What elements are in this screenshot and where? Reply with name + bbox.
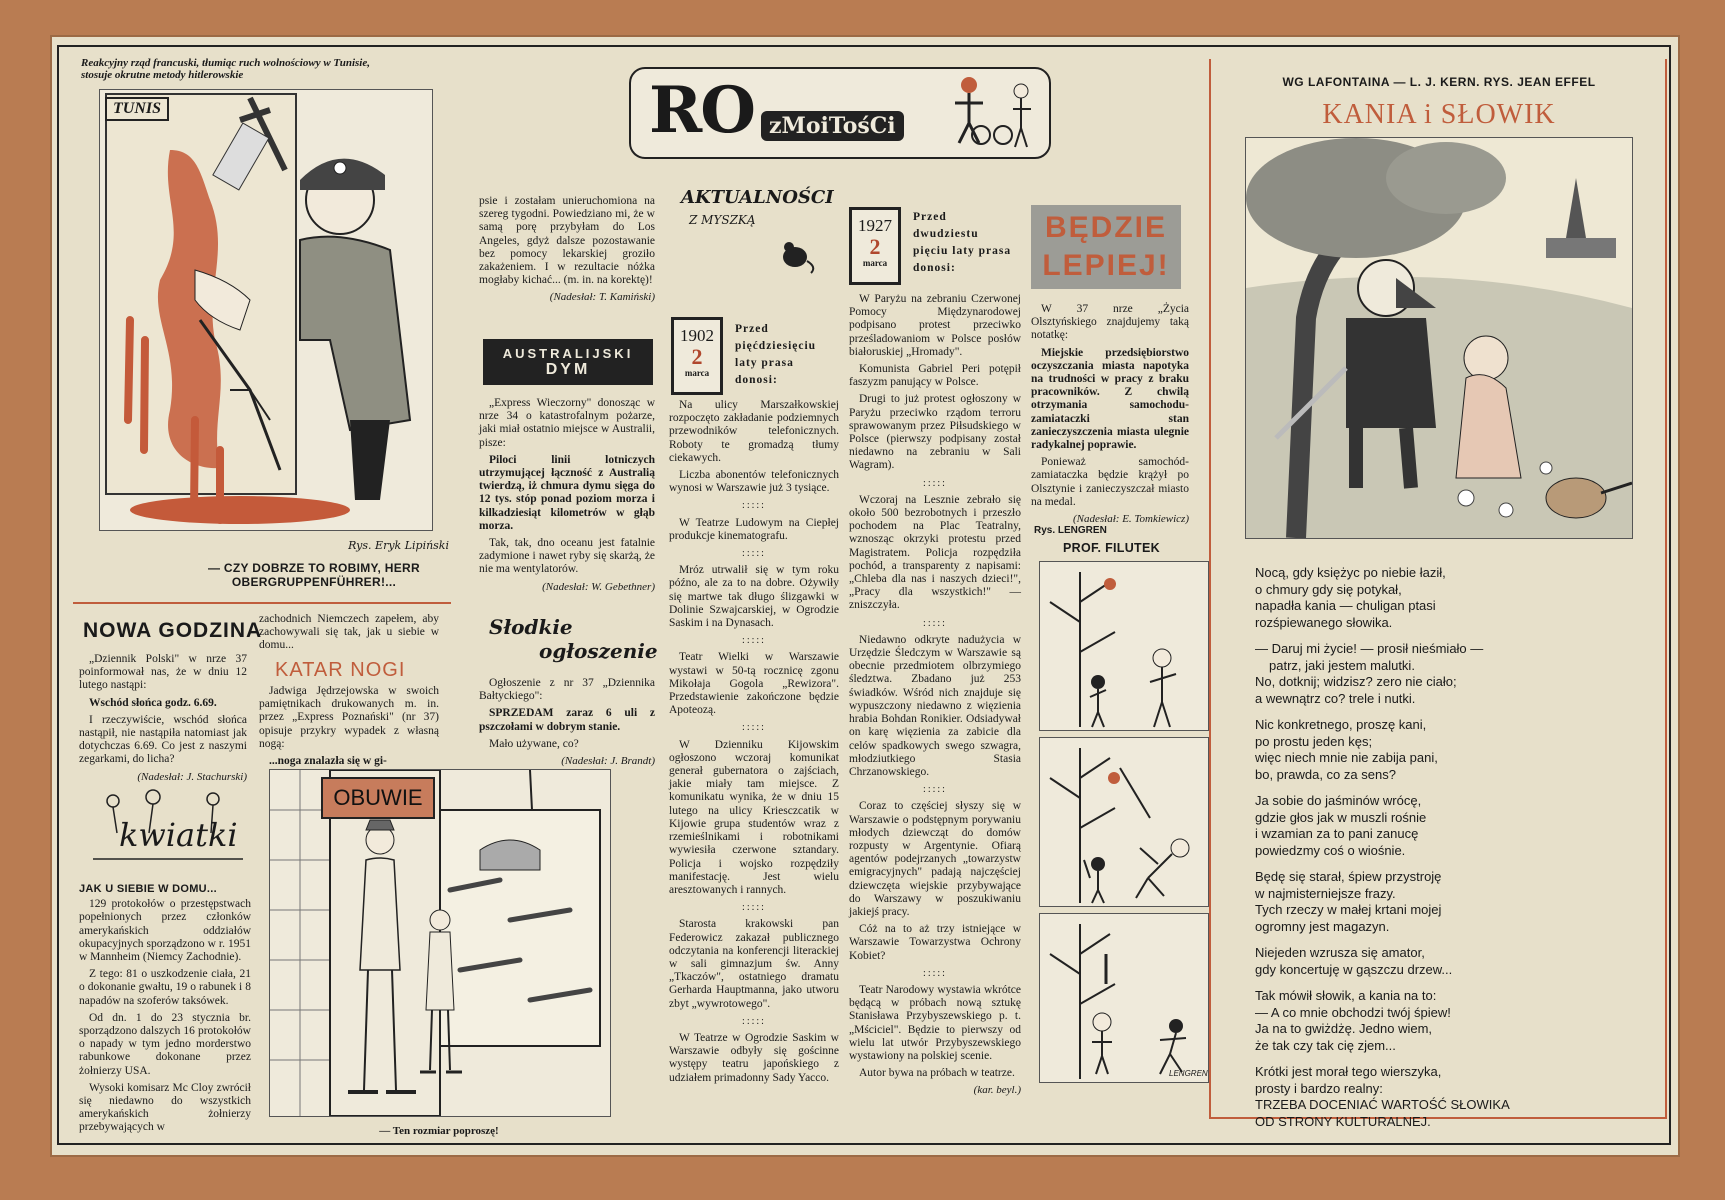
- poem-line: Ja sobie do jaśminów wrócę,: [1255, 793, 1422, 808]
- obuwie-cartoon-drawing: [270, 770, 610, 1116]
- p1927-3: Wczoraj na Lesznie zebrało się około 500 bezrobotnych i przeszło pochodem na Plac Teatralny, wznosząc okrzyki protestu przed Magistratem. Policja rozpędziła pochód, a transparenty z napisami: „Chleba dla nas i naszych dzieci!", „Pracy dla wszystkich!" — zniszczyła.: [849, 493, 1021, 612]
- date-1927-year: 1927: [858, 216, 892, 235]
- kania-title: KANIA i SŁOWIK: [1322, 99, 1556, 130]
- bedzie-signature: (Nadesłał: E. Tomkiewicz): [1073, 513, 1189, 526]
- poem-stanza: [1255, 1064, 1655, 1130]
- poem-line: o chmury gdy się potykał,: [1255, 581, 1402, 597]
- kania-rule-left: [1209, 59, 1211, 1119]
- col2-top-paragraph: psie i zostałam unieruchomiona na szereg tygodni. Powiedziano mi, że w samą porę przybyłam do Los Angeles, gdyż dalsze pozostawanie bez pomocy lekarskiej groziło zakażeniem. I w rezultacie nóżka mogłaby kichać... (m. in. na korektę)!: [479, 195, 655, 287]
- katar-text: Jadwiga Jędrzejowska w swoich pamiętnikach drukowanych m. in. przez „Express Poznański" (nr 37) opisuje przykry wypadek z własną nogą:: [259, 685, 439, 750]
- cartoon-caption: — CZY DOBRZE TO ROBIMY, HERR OBERGRUPPENFÜHRER!...: [208, 561, 420, 589]
- bedzie-title-1: BĘDZIE: [1044, 211, 1167, 244]
- slodkie-p3: Mało używane, co?: [489, 737, 579, 750]
- poem-stanza: [1255, 869, 1655, 935]
- australijski-signature: (Nadesłał: W. Gebethner): [542, 580, 655, 593]
- date-1927-intro: Przed dwudziestu pięciu laty prasa donosi:: [913, 211, 1012, 274]
- tunis-cartoon-drawing: [100, 90, 432, 530]
- nowa-godzina-signature: (Nadesłał: J. Stachurski): [137, 770, 247, 783]
- date-1902-year: 1902: [680, 326, 714, 345]
- poem-line: i wzamian za to pani zanucę: [1255, 826, 1419, 841]
- cartoon-credit: Rys. Eryk Lipiński: [348, 539, 449, 552]
- p1927-4: Niedawno odkryte nadużycia w Urzędzie Śledczym w Warszawie są obecnie przedmiotem olbrzymiego śledztwa. Zbadano już 253 świadków. Wśród nich znajduje się wypuszczony niedawno z więzienia hrabia Bohdan Ronikier. Odsiadywał on karę więzienia za zabicie dla celów spadkowych swego szwagra, młodziutkiego Stasia Chrzanowskiego.: [849, 633, 1021, 778]
- poem-line: a wewnątrz co? trele i nutki.: [1255, 690, 1416, 706]
- bedzie-p3: Ponieważ samochód-zamiataczka będzie krążył po Olsztynie i zanieczyszczał miasto na medal.: [1031, 456, 1189, 508]
- p1927-2: Drugi to już protest ogłoszony w Paryżu przeciwko rządom terroru sprawowanym przez Piłsudskiego w Polsce (pierwszy podpisany został niedawno na zebraniu w Sali Wagram).: [849, 393, 1021, 472]
- poem-line: w najmisterniejsze frazy.: [1255, 885, 1396, 901]
- kania-poem: [1255, 565, 1655, 1140]
- p1927-5: Coraz to częściej słyszy się w Warszawie o podstępnym porywaniu młodych dziewcząt do domów rozpusty w Argentynie. Ofiarą agentów podejrzanych „towarzystw emigracyjnych" padają najczęściej dziewczęta wiejskie przybywające do Warszawy w poszukiwaniu jakiejś pracy.: [849, 800, 1021, 918]
- katar-quote: ...noga znalazła się w gi-: [269, 755, 387, 768]
- separator: :::::: [742, 722, 766, 734]
- article-1902: [669, 399, 839, 1089]
- top-caption: Reakcyjny rząd francuski, tłumiąc ruch wolnościowy w Tunisie, stosuje okrutne metody hitlerowskie: [81, 57, 370, 81]
- bedzie-article: [1031, 303, 1189, 526]
- poem-line: Nocą, gdy księżyc po niebie łaził,: [1255, 565, 1446, 580]
- australijski-p3: Tak, tak, dno oceanu jest fatalnie zadymione i nawet ryby się skarżą, że nie ma wentylatorów.: [479, 537, 655, 576]
- kania-illustration-drawing: [1246, 138, 1632, 538]
- article-1927-signature: (kar. beyl.): [973, 1084, 1021, 1097]
- aktualnosci-title: AKTUALNOŚCI: [681, 187, 834, 208]
- p1902-3: Mróz utrwalił się w tym roku późno, ale za to na dobre. Ożywiły się martwe tak długo ślizgawki w Dolinie Szwajcarskiej, w Ogrodzie Saskim i na Dynasach.: [669, 564, 839, 630]
- poem-line: Niejeden wzrusza się amator,: [1255, 945, 1425, 960]
- page-frame: [57, 45, 1671, 1145]
- nowa-godzina-p1: „Dziennik Polski" w nrze 37 poinformował nas, że w dniu 12 lutego nastąpi:: [79, 653, 247, 692]
- p1927-0: W Paryżu na zebraniu Czerwonej Pomocy Międzynarodowej podpisano protest przeciwko prześladowaniom w Polsce posłów białoruskiej „Hromady".: [849, 293, 1021, 358]
- poem-line: Ja na to gwiżdżę. Jedno wiem,: [1255, 1021, 1433, 1036]
- slodkie-p2: SPRZEDAM zaraz 6 uli z pszczołami w dobrym stanie.: [479, 707, 655, 733]
- slodkie-p1: Ogłoszenie z nr 37 „Dziennika Bałtyckiego":: [479, 677, 655, 703]
- filutek-panel-2: [1039, 737, 1209, 907]
- obuwie-cartoon: [269, 769, 611, 1117]
- slodkie-title-2: ogłoszenie: [539, 639, 658, 663]
- filutek-title: PROF. FILUTEK: [1063, 541, 1160, 555]
- article-1927: [849, 293, 1021, 1098]
- masthead-ro: RO: [649, 73, 754, 148]
- slodkie-signature: (Nadesłał: J. Brandt): [561, 755, 655, 768]
- slodkie-article: [479, 677, 655, 768]
- poem-line: że tak czy tak cię zjem...: [1255, 1037, 1396, 1053]
- poem-line: powiedzmy coś o wiośnie.: [1255, 842, 1406, 858]
- bedzie-p1: W 37 nrze „Życia Olsztyńskiego znajdujemy taką notatkę:: [1031, 303, 1189, 342]
- obuwie-sign: OBUWIE: [321, 777, 435, 819]
- poem-line: OD STRONY KULTURALNEJ.: [1255, 1113, 1431, 1129]
- date-1902-intro: Przed pięćdziesięciu laty prasa donosi:: [735, 323, 817, 386]
- date-1927-day: 2: [869, 234, 881, 259]
- col2-top-text: [479, 195, 655, 305]
- date-box-1927: [849, 207, 901, 285]
- obuwie-caption: — Ten rozmiar poproszę!: [379, 1125, 499, 1137]
- masthead-figures-icon: [941, 73, 1041, 153]
- separator: :::::: [923, 784, 947, 796]
- kwiatki-title: JAK U SIEBIE W DOMU...: [79, 883, 217, 895]
- bedzie-p2: Miejskie przedsiębiorstwo oczyszczania miasta napotyka na trudności w pracy z braku pracowników. Z chwilą otrzymania samochodu-zamiataczki stan zanieczyszczenia miasta ulegnie radykalnej poprawie.: [1031, 346, 1189, 452]
- poem-line: po prostu jeden kęs;: [1255, 733, 1373, 749]
- p1902-1: Liczba abonentów telefonicznych wynosi w Warszawie już 3 tysiące.: [669, 469, 839, 495]
- newspaper-page: [50, 35, 1680, 1157]
- masthead-rest: zMoiTośCi: [761, 111, 904, 141]
- filutek-signature: LENGREN: [1169, 1069, 1208, 1078]
- poem-line: patrz, jaki jestem malutki.: [1269, 657, 1415, 673]
- poem-stanza: [1255, 988, 1655, 1054]
- nowa-godzina-article: [79, 653, 247, 784]
- separator: :::::: [742, 548, 766, 560]
- katar-title: KATAR NOGI: [275, 659, 406, 681]
- p1927-6: Cóż na to aż trzy istniejące w Warszawie Towarzystwa Ochrony Kobiet?: [849, 923, 1021, 962]
- aktualnosci-subtitle: Z MYSZKĄ: [689, 213, 756, 227]
- poem-line: — A co mnie obchodzi twój śpiew!: [1255, 1004, 1451, 1020]
- separator: :::::: [742, 1015, 766, 1027]
- poem-line: ogromny jest magazyn.: [1255, 918, 1390, 934]
- poem-line: więc niech mnie nie zabija pani,: [1255, 750, 1438, 765]
- bedzie-title-2: LEPIEJ!: [1042, 249, 1170, 282]
- separator: :::::: [923, 967, 947, 979]
- col2-top-signature: (Nadesłał: T. Kamiński): [549, 291, 655, 304]
- section-rule: [73, 602, 451, 604]
- tunis-cartoon: [99, 89, 433, 531]
- poem-stanza: [1255, 565, 1655, 631]
- kwiatki-p3: Od dn. 1 do 23 stycznia br. sporządzono dalszych 16 protokołów o napady w tym jedno morderstwo rabunkowe dokonane przez żołnierzy USA.: [79, 1011, 251, 1077]
- poem-line: No, dotknij; widzisz? zero nie ciało;: [1255, 674, 1457, 689]
- filutek-panel-1: [1039, 561, 1209, 731]
- mouse-icon: [777, 229, 817, 275]
- separator: :::::: [742, 500, 766, 512]
- p1902-6: Starosta krakowski pan Federowicz zakazał publicznego odczytania na konferencji literackiej w sali gimnazjum św. Anny „Tkaczów", ostatniego dramatu Gerharda Hauptmanna, jako utworu zbyt „wywrotowego".: [669, 918, 839, 1010]
- australijski-title-1: AUSTRALIJSKI: [502, 346, 634, 361]
- poem-line: Tych rzeczy w małej krtani mojej: [1255, 902, 1442, 917]
- poem-line: Będę się starał, śpiew przystroję: [1255, 869, 1442, 884]
- p1902-7: W Teatrze w Ogrodzie Saskim w Warszawie odbyły się gościnne występy teatru japońskiego z udziałem primadonny Sady Yacco.: [669, 1031, 839, 1084]
- kwiatki-p1: 129 protokołów o przestępstwach popełnionych przez członków amerykańskich oddziałów okupacyjnych sporządzono w r. 1951 w Mannheim (Niemcy Zachodnie).: [79, 898, 251, 964]
- australijski-title-box: [483, 339, 653, 385]
- p1927-8: Autor bywa na próbach w teatrze.: [859, 1067, 1015, 1080]
- p1927-1: Komunista Gabriel Peri potępił faszyzm panujący w Polsce.: [849, 363, 1021, 389]
- nowa-godzina-title: NOWA GODZINA: [83, 619, 263, 642]
- poem-line: bo, prawda, co za sens?: [1255, 766, 1396, 782]
- date-1927-month: marca: [862, 258, 888, 268]
- date-1902-day: 2: [691, 344, 703, 369]
- kwiatki-heading: [83, 787, 253, 867]
- katar-article: [259, 685, 439, 772]
- poem-stanza: [1255, 641, 1655, 707]
- nowa-godzina-p3: I rzeczywiście, wschód słońca nastąpił, nie nastąpiła natomiast jak dotychczas 6.69. Co jest z naszymi zegarkami, do licha?: [79, 713, 247, 766]
- poem-line: Tak mówił słowik, a kania na to:: [1255, 988, 1437, 1003]
- poem-line: gdzie głos jak w muszli rośnie: [1255, 809, 1427, 825]
- kwiatki-p2: Z tego: 81 o uszkodzenie ciała, 21 o dokonanie gwałtu, 19 o rabunek i 8 napadów na szoferów taksówek.: [79, 968, 251, 1007]
- date-1902-month: marca: [684, 368, 710, 378]
- col-b2-top: [259, 613, 439, 657]
- separator: :::::: [742, 635, 766, 647]
- p1902-0: Na ulicy Marszałkowskiej rozpoczęto zakładanie podziemnych przewodników telefonicznych. Roboty te gromadzą tłumy ciekawych.: [669, 399, 839, 464]
- filutek-panel-2-drawing: [1040, 738, 1208, 906]
- poem-line: napadła kania — chuligan ptasi: [1255, 598, 1436, 613]
- kania-illustration: [1245, 137, 1633, 539]
- slodkie-title-1: Słodkie: [489, 615, 573, 639]
- separator: :::::: [923, 477, 947, 489]
- australijski-p1: „Express Wieczorny" donosząc w nrze 34 o katastrofalnym pożarze, jaki miał ostatnio miejsce w Australii, pisze:: [479, 397, 655, 449]
- kania-rule-right: [1665, 59, 1667, 1119]
- nowa-godzina-p2: Wschód słońca godz. 6.69.: [89, 696, 217, 709]
- australijski-p2: Piloci linii lotniczych utrzymującej łączność z Australią twierdzą, iż chmura dymu sięga do 12 tys. stóp ponad poziom morza i kilkadziesiąt kilometrów w głąb morza.: [479, 453, 655, 532]
- date-box-1902: [671, 317, 723, 395]
- kania-credit: WG LAFONTAINA — L. J. KERN. RYS. JEAN EFFEL: [1282, 75, 1596, 89]
- poem-line: prosty i bardzo realny:: [1255, 1080, 1383, 1096]
- p1902-4: Teatr Wielki w Warszawie wystawi w 50-tą rocznicę zgonu Mikołaja Gogola „Rewizora". Przedstawienie zakończone będzie Apoteozą.: [669, 651, 839, 717]
- poem-stanza: [1255, 717, 1655, 783]
- bedzie-lepiej-title-box: [1031, 205, 1181, 289]
- poem-line: Krótki jest morał tego wierszyka,: [1255, 1064, 1442, 1079]
- kwiatki-article: [79, 883, 251, 1139]
- kwiatki-p4: Wysoki komisarz Mc Cloy zwrócił się niedawno do wszystkich amerykańskich żołnierzy przebywających w: [79, 1081, 251, 1134]
- filutek-panel-3: [1039, 913, 1209, 1083]
- tunis-label: TUNIS: [105, 97, 169, 121]
- poem-line: — Daruj mi życie! — prosił nieśmiało —: [1255, 641, 1484, 656]
- col-b2-top-text: zachodnich Niemczech zapełem, aby zachowywali się tak, jak u siebie w domu...: [259, 613, 439, 652]
- poem-line: rozśpiewanego słowika.: [1255, 614, 1393, 630]
- p1902-5: W Dzienniku Kijowskim ogłoszono wczoraj komunikat generał gubernatora o zajściach, jakie miały tam miejsce. Z komunikatu wynika, że w dniu 15 lutego na ulicy Kriesczcatik w Kijowie grupa studentów wraz z rzemieślnikami i robotnikami wywiesiła czerwone sztandary. Policja i wojsko rozpędziły manifestację. Jest wielu aresztowanych i rannych.: [669, 738, 839, 896]
- separator: :::::: [923, 617, 947, 629]
- p1927-7: Teatr Narodowy wystawia wkrótce będącą w próbach nową sztukę Stanisława Przybyszewskiego p. t. „Mściciel". Będzie to pierwszy od wielu lat utwór Przybyszewskiego wystawiony na polskiej scenie.: [849, 983, 1021, 1062]
- filutek-credit: Rys. LENGREN: [1034, 525, 1107, 536]
- poem-line: Nic konkretnego, proszę kani,: [1255, 717, 1427, 732]
- filutek-panel-3-drawing: [1040, 914, 1208, 1082]
- poem-stanza: [1255, 945, 1655, 978]
- separator: :::::: [742, 902, 766, 914]
- poem-line: gdy koncertuję w gąszczu drzew...: [1255, 961, 1453, 977]
- australijski-title-2: DYM: [545, 361, 591, 378]
- filutek-panel-1-drawing: [1040, 562, 1208, 730]
- p1902-2: W Teatrze Ludowym na Ciepłej produkcje kinematografu.: [669, 516, 839, 542]
- masthead-box: [629, 67, 1051, 159]
- poem-stanza: [1255, 793, 1655, 859]
- kwiatki-word: kwiatki: [119, 816, 238, 854]
- poem-line: TRZEBA DOCENIAĆ WARTOŚĆ SŁOWIKA: [1255, 1097, 1510, 1112]
- australijski-article: [479, 397, 655, 594]
